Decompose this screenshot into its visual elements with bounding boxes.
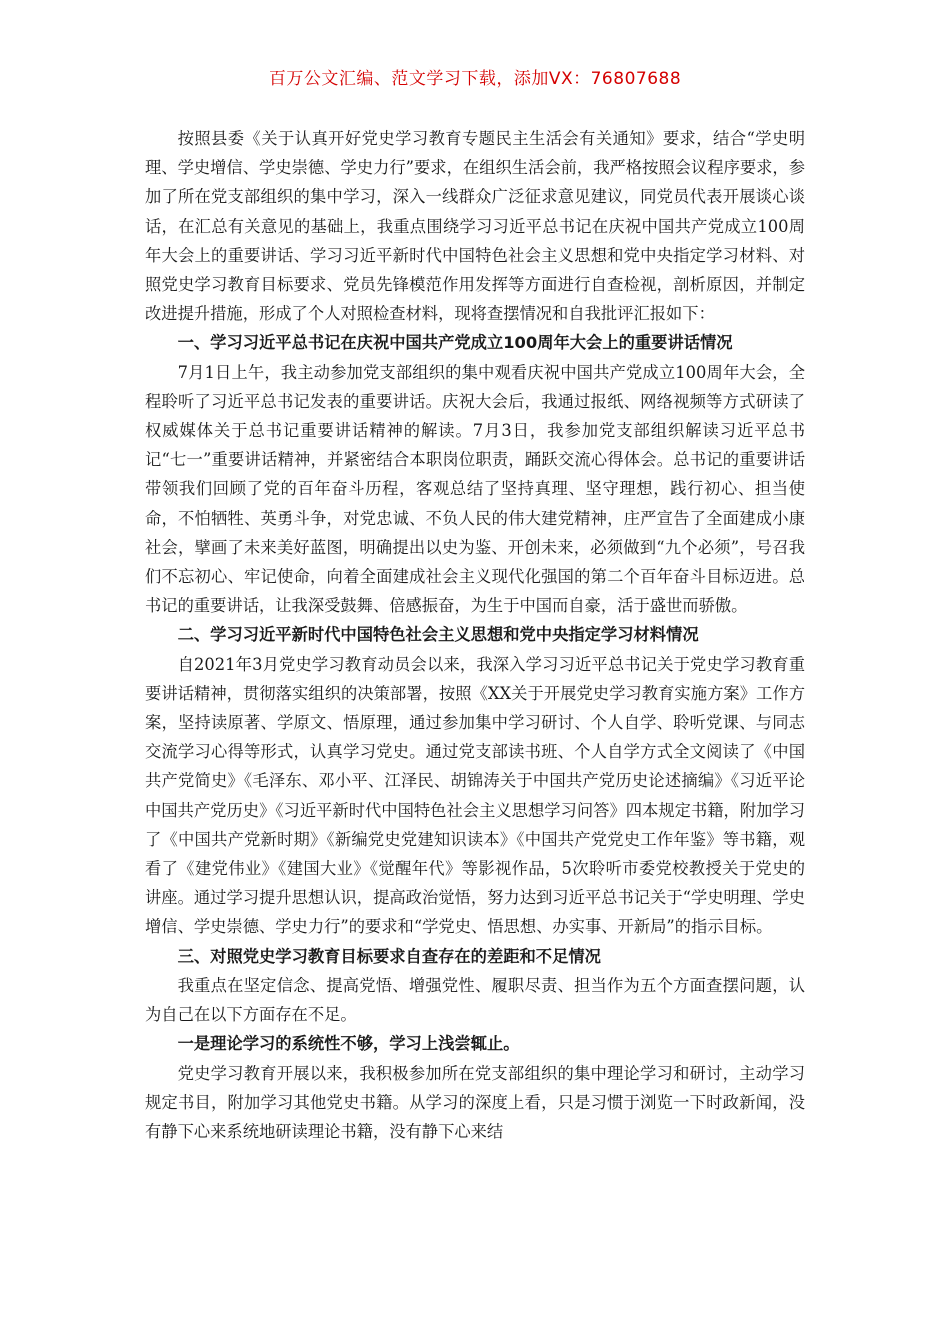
section-1-heading: 一、学习习近平总书记在庆祝中国共产党成立100周年大会上的重要讲话情况	[177, 333, 733, 353]
section-3-paragraph: 我重点在坚定信念、提高党悟、增强党性、履职尽责、担当作为五个方面查摆问题，认为自己在以下方面存在不足。	[145, 975, 805, 1025]
section-3-heading: 三、对照党史学习教育目标要求自查存在的差距和不足情况	[177, 946, 601, 966]
section-2-heading: 二、学习习近平新时代中国特色社会主义思想和党中央指定学习材料情况	[177, 625, 699, 645]
watermark-header: 百万公文汇编、范文学习下载，添加VX：76807688	[268, 69, 682, 89]
section-2-paragraph: 自2021年3月党史学习教育动员会以来，我深入学习习近平总书记关于党史学习教育重要讲话精神，贯彻落实组织的决策部署，按照《XX关于开展党史学习教育实施方案》工作方案，坚持读原著、学原文、悟原理，通过参加集中学习研讨、个人自学、聆听党课、与同志交流学习心得等形式，认真学习党史。通过党支部读书班、个人自学方式全文阅读了《中国共产党简史》《毛泽东、邓小平、江泽民、胡锦涛关于中国共产党历史论述摘编》《习近平论中国共产党历史》《习近平新时代中国特色社会主义思想学习问答》四本规定书籍，附加学习了《中国共产党新时期》《新编党史党建知识读本》《中国共产党党史工作年鉴》等书籍，观看了《建党伟业》《建国大业》《觉醒年代》等影视作品，5次聆听市委党校教授关于党史的讲座。通过学习提升思想认识，提高政治觉悟，努力达到习近平总书记关于“学史明理、学史增信、学史崇德、学史力行”的要求和“学党史、悟思想、办实事、开新局”的指示目标。	[145, 654, 805, 937]
document-body	[145, 124, 805, 1146]
subsection-1-paragraph: 党史学习教育开展以来，我积极参加所在党支部组织的集中理论学习和研讨，主动学习规定书目，附加学习其他党史书籍。从学习的深度上看，只是习惯于浏览一下时政新闻，没有静下心来系统地研读理论书籍，没有静下心来结	[145, 1063, 805, 1141]
intro-paragraph: 按照县委《关于认真开好党史学习教育专题民主生活会有关通知》要求，结合“学史明理、学史增信、学史崇德、学史力行”要求，在组织生活会前，我严格按照会议程序要求，参加了所在党支部组织的集中学习，深入一线群众广泛征求意见建议，同党员代表开展谈心谈话，在汇总有关意见的基础上，我重点围绕学习习近平总书记在庆祝中国共产党成立100周年大会上的重要讲话、学习习近平新时代中国特色社会主义思想和党中央指定学习材料、对照党史学习教育目标要求、党员先锋模范作用发挥等方面进行自查检视，剖析原因，并制定改进提升措施，形成了个人对照检查材料，现将查摆情况和自我批评汇报如下：	[145, 129, 805, 324]
subsection-1-heading: 一是理论学习的系统性不够，学习上浅尝辄止。	[177, 1034, 520, 1054]
section-1-paragraph: 7月1日上午，我主动参加党支部组织的集中观看庆祝中国共产党成立100周年大会，全程聆听了习近平总书记发表的重要讲话。庆祝大会后，我通过报纸、网络视频等方式研读了权威媒体关于总书记重要讲话精神的解读。7月3日，我参加党支部组织解读习近平总书记“七一”重要讲话精神，并紧密结合本职岗位职责，踊跃交流心得体会。总书记的重要讲话带领我们回顾了党的百年奋斗历程，客观总结了坚持真理、坚守理想，践行初心、担当使命，不怕牺牲、英勇斗争，对党忠诚、不负人民的伟大建党精神，庄严宣告了全面建成小康社会，擘画了未来美好蓝图，明确提出以史为鉴、开创未来，必须做到“九个必须”，号召我们不忘初心、牢记使命，向着全面建成社会主义现代化强国的第二个百年奋斗目标迈进。总书记的重要讲话，让我深受鼓舞、倍感振奋，为生于中国而自豪，活于盛世而骄傲。	[145, 362, 805, 616]
